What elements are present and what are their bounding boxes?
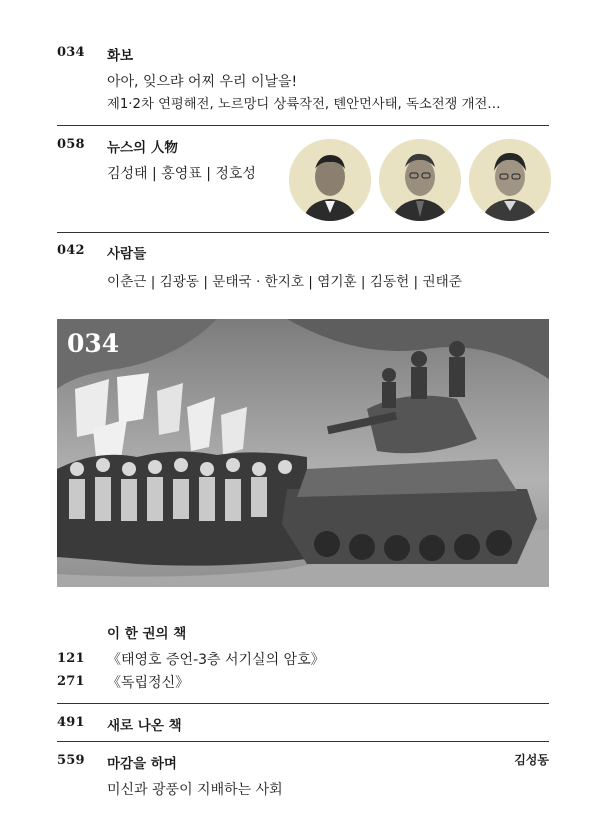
- section-heading-pictorial[interactable]: 화보: [107, 48, 134, 64]
- portrait-1: [289, 139, 371, 221]
- divider: [57, 232, 549, 233]
- book-number[interactable]: 121: [57, 651, 85, 666]
- divider: [57, 703, 549, 704]
- portrait-2: [379, 139, 461, 221]
- section-heading-people[interactable]: 사람들: [107, 246, 147, 262]
- section-number-news-people[interactable]: 058: [57, 137, 85, 152]
- section-number-closing[interactable]: 559: [57, 753, 85, 768]
- photo-page-number: 034: [67, 329, 120, 358]
- people-names: 이춘근 | 김광동 | 문태국 · 한지호 | 염기훈 | 김동헌 | 권태준: [107, 274, 462, 290]
- closing-subtitle: 미신과 광풍이 지배하는 사회: [107, 782, 283, 798]
- pictorial-line-1: 아아, 잊으랴 어찌 우리 이날을!: [107, 74, 298, 90]
- book-title[interactable]: 《독립정신》: [107, 675, 190, 691]
- section-heading-books[interactable]: 이 한 권의 책: [107, 626, 187, 642]
- section-heading-news-people[interactable]: 뉴스의 人物: [107, 140, 178, 156]
- closing-author: 김성동: [514, 753, 549, 767]
- feature-photo[interactable]: [57, 319, 549, 587]
- book-title[interactable]: 《태영호 증언-3층 서기실의 암호》: [107, 652, 325, 668]
- divider: [57, 125, 549, 126]
- section-number-pictorial[interactable]: 034: [57, 45, 85, 60]
- section-number-people[interactable]: 042: [57, 243, 85, 258]
- pictorial-line-2: 제1·2차 연평해전, 노르망디 상륙작전, 톈안먼사태, 독소전쟁 개전…: [107, 97, 501, 112]
- portrait-3: [469, 139, 551, 221]
- section-heading-closing[interactable]: 마감을 하며: [107, 756, 177, 772]
- news-people-names: 김성태 | 홍영표 | 정호성: [107, 166, 256, 182]
- section-heading-new-books[interactable]: 새로 나온 책: [107, 718, 182, 734]
- divider: [57, 741, 549, 742]
- section-number-new-books[interactable]: 491: [57, 715, 85, 730]
- book-number[interactable]: 271: [57, 674, 85, 689]
